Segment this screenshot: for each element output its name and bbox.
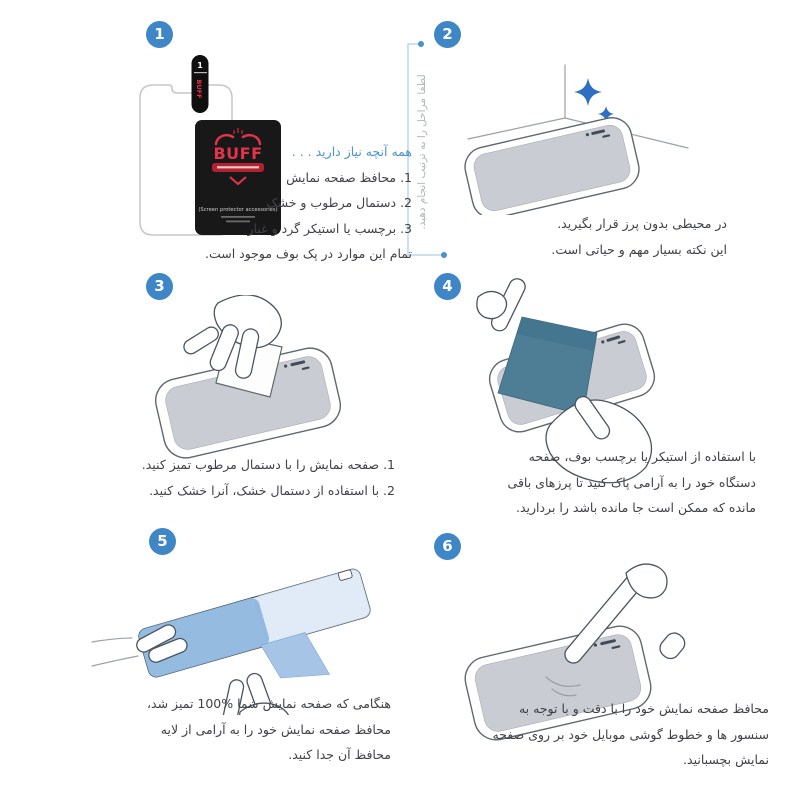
bracket-dot-bottom (441, 252, 447, 258)
caption-line: در محیطی بدون پرز قرار بگیرید. (557, 216, 727, 231)
brand-name: BUFF (213, 144, 263, 163)
caption-line: مانده که ممکن است جا مانده باشد را بردارید. (515, 500, 756, 515)
step-1-caption (205, 139, 412, 267)
step-4-badge: 4 (434, 273, 461, 300)
caption-line: محافظ صفحه نمایش خود را به آرامی از لایه (160, 721, 391, 737)
step-1-badge: 1 (146, 21, 173, 48)
caption-line: نمایش بچسبانید. (683, 752, 769, 767)
caption-line: محافظ آن جدا کنید. (288, 747, 391, 762)
film-light-icon (252, 567, 372, 645)
caption-line: محافظ صفحه نمایش خود را با دقت و با توجه به (518, 701, 769, 716)
caption-line: هنگامی که صفحه نمایش شما %100 تمیز شد، (147, 696, 391, 711)
sparkle-icon (574, 78, 602, 106)
caption-line: 3. برچسب یا استیکر گرد و غبار (247, 220, 412, 236)
step-5-badge: 5 (149, 528, 176, 555)
step-5-caption (147, 691, 391, 768)
step-6-badge: 6 (434, 533, 461, 560)
package-subtitle: (Screen protector accessories) (198, 207, 278, 213)
phone-icon (461, 114, 643, 215)
pull-tab-brand: BUFF (195, 79, 203, 99)
pull-tab-number: 1 (197, 61, 203, 70)
caption-line: با استفاده از استیکر یا برچسب بوف، صفحه (528, 449, 756, 464)
step-2-illustration (430, 40, 760, 215)
caption-line: 2. دستمال مرطوب و خشک (266, 195, 412, 210)
step-1-heading: همه آنچه نیاز دارید . . . (291, 144, 412, 159)
caption-line: سنسور ها و خطوط گوشی موبایل خود بر روی صفحه (492, 726, 769, 742)
step-2-badge: 2 (434, 21, 461, 48)
step-4-caption (508, 444, 756, 521)
step-3-caption (142, 452, 395, 503)
bracket-dot-top (418, 41, 424, 47)
step-3-badge: 3 (146, 273, 173, 300)
step-6-caption (493, 696, 769, 773)
caption-line: این نکته بسیار مهم و حیاتی است. (551, 241, 727, 257)
step-3-illustration (90, 295, 410, 465)
step-2-caption (551, 211, 727, 262)
pull-tab-icon (192, 55, 209, 113)
caption-line: دستگاه خود را به آرامی پاک کنید تا پرزهای باقی (507, 474, 756, 490)
sequence-note: لطفا مراحل را به ترتیب انجام دهید. (416, 74, 428, 230)
caption-line: تمام این موارد در پک بوف موجود است. (204, 246, 412, 261)
caption-line: 1. صفحه نمایش را با دستمال مرطوب تمیز کنید. (141, 457, 395, 472)
caption-line: 1. محافظ صفحه نمایش (286, 169, 412, 185)
caption-line: 2. با استفاده از دستمال خشک، آنرا خشک کنید. (149, 482, 395, 498)
